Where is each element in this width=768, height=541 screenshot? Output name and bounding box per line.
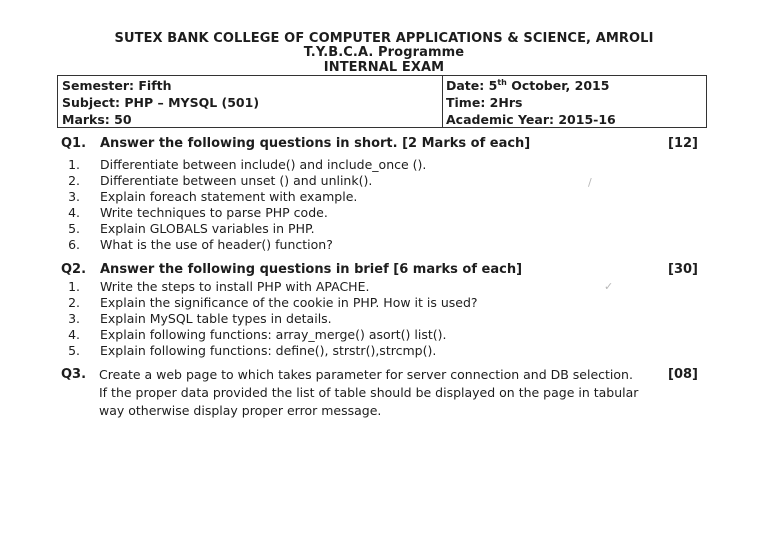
- programme-title: T.Y.B.C.A. Programme: [303, 45, 465, 60]
- q2-item-text: Explain following functions: array_merge() asort() list().: [100, 327, 447, 342]
- q1-item-text: Write techniques to parse PHP code.: [100, 205, 328, 220]
- q2-number: Q2.: [61, 262, 87, 277]
- q2-item-text: Explain MySQL table types in details.: [100, 311, 332, 326]
- q1-item-number: 3.: [68, 189, 80, 204]
- q1-item-text: Explain GLOBALS variables in PHP.: [100, 221, 315, 236]
- q2-item-number: 5.: [68, 343, 80, 358]
- q2-item-number: 2.: [68, 295, 80, 310]
- q1-number: Q1.: [61, 136, 87, 151]
- marks-label: Marks: 50: [62, 112, 132, 127]
- q1-item-number: 4.: [68, 205, 80, 220]
- q1-title: Answer the following questions in short. [2 Marks of each]: [100, 136, 531, 151]
- q2-item-number: 1.: [68, 279, 80, 294]
- q3-text-line: way otherwise display proper error message.: [99, 403, 382, 418]
- time-label: Time: 2Hrs: [446, 95, 523, 110]
- q2-marks: [30]: [668, 262, 698, 277]
- q1-item-number: 5.: [68, 221, 80, 236]
- college-name: SUTEX BANK COLLEGE OF COMPUTER APPLICATIONS & SCIENCE, AMROLI: [114, 31, 654, 46]
- q3-marks: [08]: [668, 367, 698, 382]
- q1-marks: [12]: [668, 136, 698, 151]
- scan-mark: ✓: [604, 280, 614, 293]
- q2-item-text: Write the steps to install PHP with APACHE.: [100, 279, 370, 294]
- q1-item-text: Explain foreach statement with example.: [100, 189, 358, 204]
- academic-year-label: Academic Year: 2015-16: [446, 112, 616, 127]
- q1-item-number: 6.: [68, 237, 80, 252]
- q2-item-number: 3.: [68, 311, 80, 326]
- q1-item-number: 2.: [68, 173, 80, 188]
- q3-number: Q3.: [61, 367, 87, 382]
- q1-item-text: Differentiate between include() and include_once ().: [100, 157, 427, 172]
- q2-item-text: Explain following functions: define(), strstr(),strcmp().: [100, 343, 437, 358]
- q1-item-number: 1.: [68, 157, 80, 172]
- date-label: [446, 78, 609, 93]
- exam-title: INTERNAL EXAM: [323, 60, 445, 75]
- date-prefix: Date: 5: [446, 78, 498, 93]
- date-suffix: October, 2015: [506, 78, 610, 93]
- q3-text-line: If the proper data provided the list of table should be displayed on the page in tabular: [99, 385, 639, 400]
- info-divider: [442, 76, 443, 127]
- q1-item-text: Differentiate between unset () and unlink().: [100, 173, 373, 188]
- q2-item-number: 4.: [68, 327, 80, 342]
- q1-item-text: What is the use of header() function?: [100, 237, 333, 252]
- q3-text-line: Create a web page to which takes parameter for server connection and DB selection.: [99, 367, 633, 382]
- q2-title: Answer the following questions in brief [6 marks of each]: [100, 262, 523, 277]
- subject-label: Subject: PHP – MYSQL (501): [62, 95, 260, 110]
- exam-info-box: [57, 75, 707, 128]
- semester-label: Semester: Fifth: [62, 78, 172, 93]
- scan-mark: /: [588, 176, 592, 189]
- q2-item-text: Explain the significance of the cookie in PHP. How it is used?: [100, 295, 478, 310]
- date-ordinal: th: [497, 78, 507, 87]
